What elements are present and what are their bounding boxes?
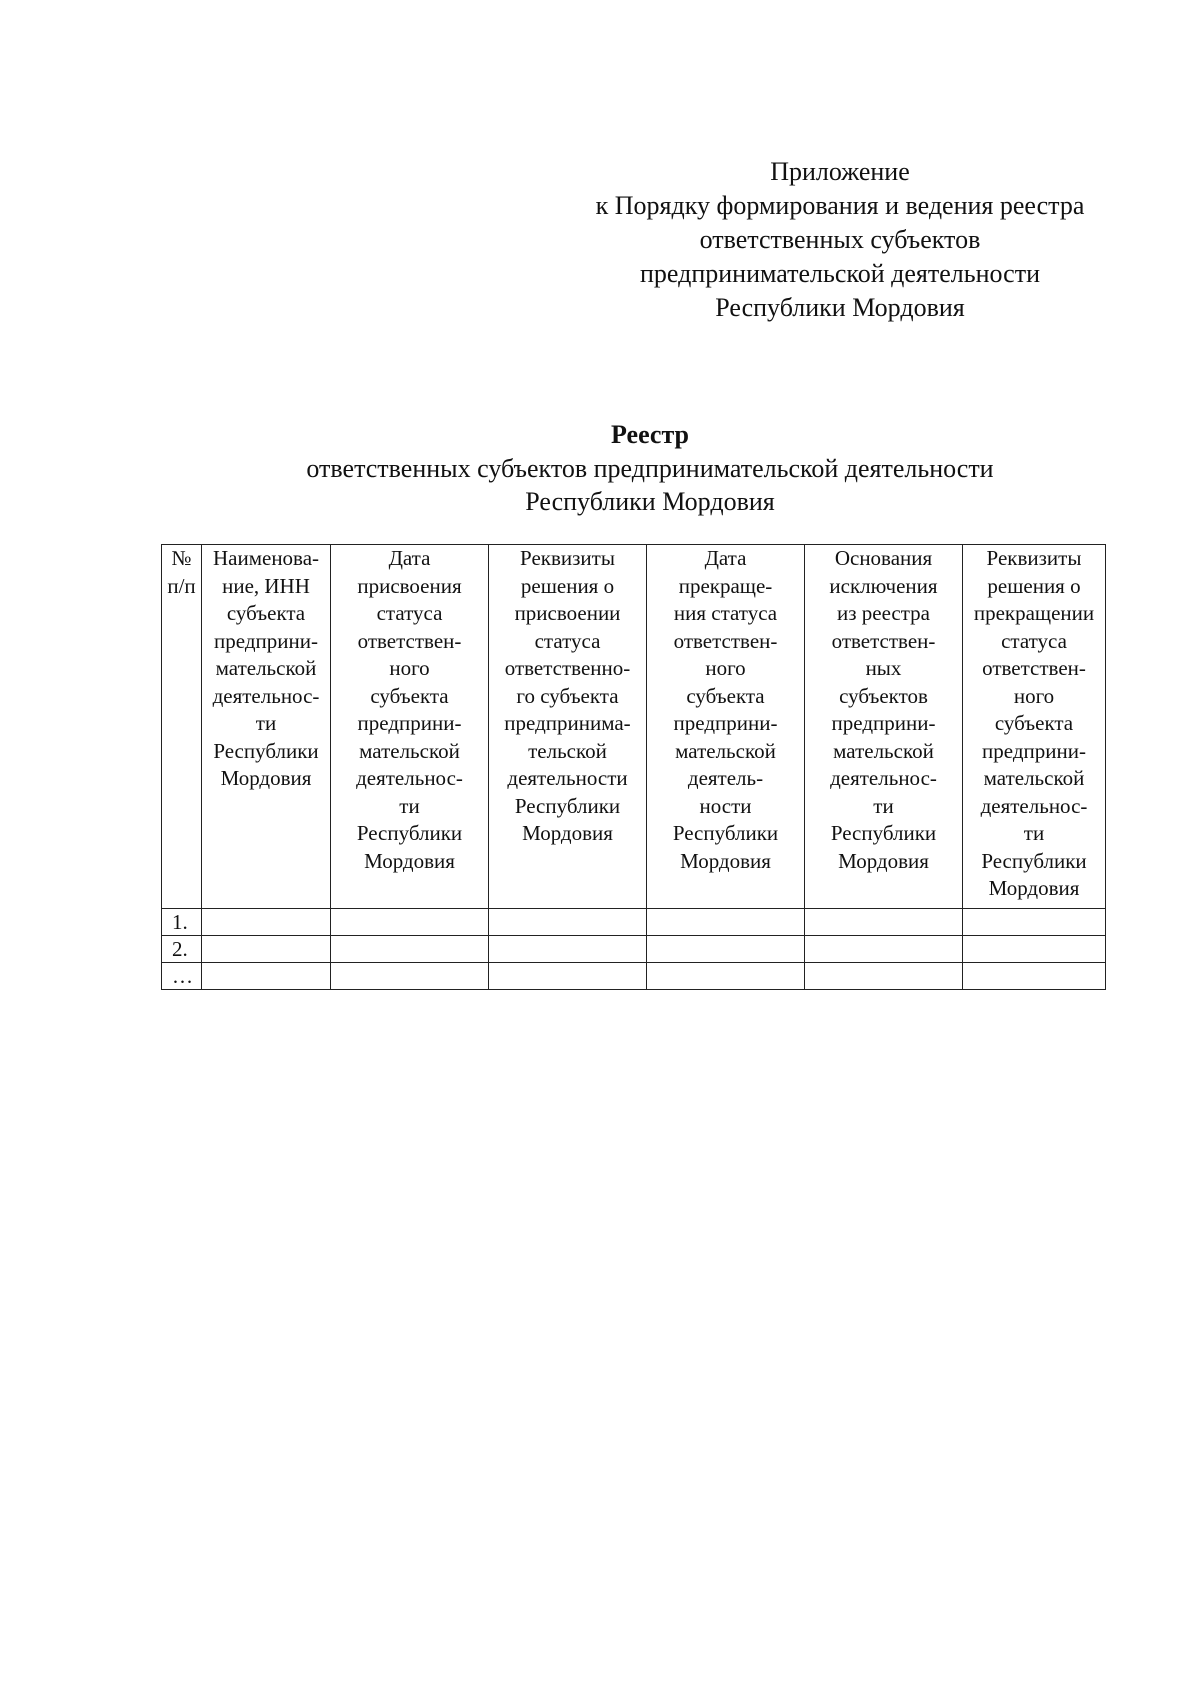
registry-table — [161, 544, 1106, 990]
header-line: ти — [399, 793, 420, 818]
header-line: статуса — [534, 628, 601, 653]
header-line: Республики — [514, 793, 621, 818]
header-col-termination-date — [647, 545, 805, 909]
header-col-assign-date — [331, 545, 489, 909]
header-line: ние, ИНН — [222, 573, 310, 598]
header-line: Реквизиты — [986, 546, 1082, 570]
row-number-cell: 1. — [162, 909, 202, 936]
header-line: № — [171, 546, 192, 570]
header-line: мательской — [983, 766, 1085, 790]
table-cell — [963, 909, 1106, 936]
header-line: деятельнос- — [212, 683, 320, 708]
header-col-name-inn — [202, 545, 331, 909]
header-line: Мордовия — [522, 821, 613, 845]
header-line: субъектов — [839, 683, 928, 708]
header-line: деятельнос- — [830, 766, 937, 790]
header-line: Мордовия — [364, 848, 455, 873]
header-line: Реквизиты — [520, 546, 615, 570]
appendix-line: предпринимательской деятельности — [640, 259, 1040, 288]
header-line: решения о — [987, 573, 1081, 598]
header-line: предприни- — [673, 711, 778, 735]
header-line: решения о — [520, 573, 615, 598]
header-line: статуса — [1001, 628, 1067, 653]
registry-title: Реестр — [610, 420, 690, 449]
row-number-cell: 2. — [162, 936, 202, 963]
header-line: деятельности — [507, 766, 628, 790]
header-line: Республики — [672, 821, 779, 845]
header-line: ния статуса — [673, 601, 778, 625]
table-row — [162, 963, 1106, 990]
header-col-assign-decision — [489, 545, 647, 909]
table-cell — [489, 936, 647, 963]
table-cell — [331, 936, 489, 963]
header-line: предпринима- — [504, 711, 631, 735]
header-line: мательской — [833, 738, 934, 763]
appendix-block — [540, 155, 1140, 325]
header-line: Мордовия — [838, 848, 929, 873]
header-line: ответствен- — [982, 656, 1086, 680]
header-line: Мордовия — [988, 876, 1080, 900]
table-cell — [647, 936, 805, 963]
header-line: мательской — [215, 656, 317, 680]
header-line: Республики — [213, 738, 319, 763]
header-line: ответствен- — [673, 628, 778, 653]
header-line: присвоении — [514, 601, 621, 625]
table-cell — [805, 909, 963, 936]
header-line: Республики — [830, 821, 937, 845]
appendix-line: Республики Мордовия — [715, 293, 965, 322]
header-line: ответствен- — [831, 628, 936, 653]
table-body — [162, 909, 1106, 990]
header-col-termination-decision — [963, 545, 1106, 909]
header-line: ответствен- — [357, 628, 462, 653]
row-number-cell: … — [162, 963, 202, 990]
table-cell — [963, 936, 1106, 963]
header-line: ответственно- — [504, 656, 631, 680]
table-cell — [331, 909, 489, 936]
header-line: деятель- — [687, 766, 764, 790]
header-line: субъекта — [370, 683, 449, 708]
table-cell — [805, 936, 963, 963]
header-line: ности — [699, 793, 752, 818]
header-line: ных — [865, 656, 902, 680]
registry-subtitle — [200, 452, 1100, 518]
header-line: субъекта — [226, 601, 306, 625]
header-line: Дата — [704, 546, 747, 570]
appendix-line: ответственных субъектов — [699, 225, 981, 254]
header-line: прекращении — [973, 601, 1095, 625]
header-line: предприни- — [357, 711, 462, 735]
header-line: субъекта — [686, 683, 765, 708]
header-line: предприни- — [214, 628, 318, 653]
header-line: статуса — [376, 601, 443, 625]
header-col-number — [162, 545, 202, 909]
table-cell — [963, 963, 1106, 990]
header-line: предприни- — [982, 738, 1086, 763]
table-row — [162, 909, 1106, 936]
header-line: ного — [1013, 683, 1055, 708]
header-line: прекраще- — [678, 573, 773, 598]
table-cell — [489, 909, 647, 936]
header-line: из реестра — [836, 601, 931, 625]
header-line: Республики — [981, 848, 1087, 873]
registry-subtitle-line: Республики Мордовия — [525, 487, 775, 516]
table-cell — [202, 936, 331, 963]
header-col-exclusion-grounds — [805, 545, 963, 909]
table-cell — [489, 963, 647, 990]
header-line: ного — [705, 656, 746, 680]
registry-subtitle-line: ответственных субъектов предпринимательской деятельности — [306, 454, 994, 483]
header-line: мательской — [359, 738, 460, 763]
table-cell — [647, 963, 805, 990]
header-line: мательской — [675, 738, 776, 763]
header-line: Мордовия — [680, 848, 771, 873]
header-line: субъекта — [994, 711, 1074, 735]
table-header-row — [162, 545, 1106, 909]
header-line: Дата — [388, 546, 431, 570]
header-line: Мордовия — [220, 766, 312, 790]
header-line: предприни- — [831, 711, 936, 735]
header-line: го субъекта — [516, 683, 619, 708]
table-cell — [202, 909, 331, 936]
header-line: Республики — [356, 821, 463, 845]
appendix-line: Приложение — [770, 157, 910, 186]
table-cell — [647, 909, 805, 936]
header-line: деятельнос- — [980, 793, 1088, 818]
header-line: Основания — [834, 546, 933, 570]
header-line: п/п — [167, 573, 196, 598]
header-line: исключения — [829, 573, 938, 598]
table-row — [162, 936, 1106, 963]
header-line: ти — [255, 711, 277, 735]
header-line: ного — [389, 656, 430, 680]
appendix-line: к Порядку формирования и ведения реестра — [595, 191, 1085, 220]
header-line: присвоения — [357, 573, 462, 598]
header-line: деятельнос- — [356, 766, 463, 790]
header-line: ти — [1023, 821, 1045, 845]
table-cell — [331, 963, 489, 990]
header-line: ти — [873, 793, 894, 818]
table-cell — [202, 963, 331, 990]
table-cell — [805, 963, 963, 990]
header-line: Наименова- — [212, 546, 320, 570]
header-line: тельской — [528, 738, 607, 763]
